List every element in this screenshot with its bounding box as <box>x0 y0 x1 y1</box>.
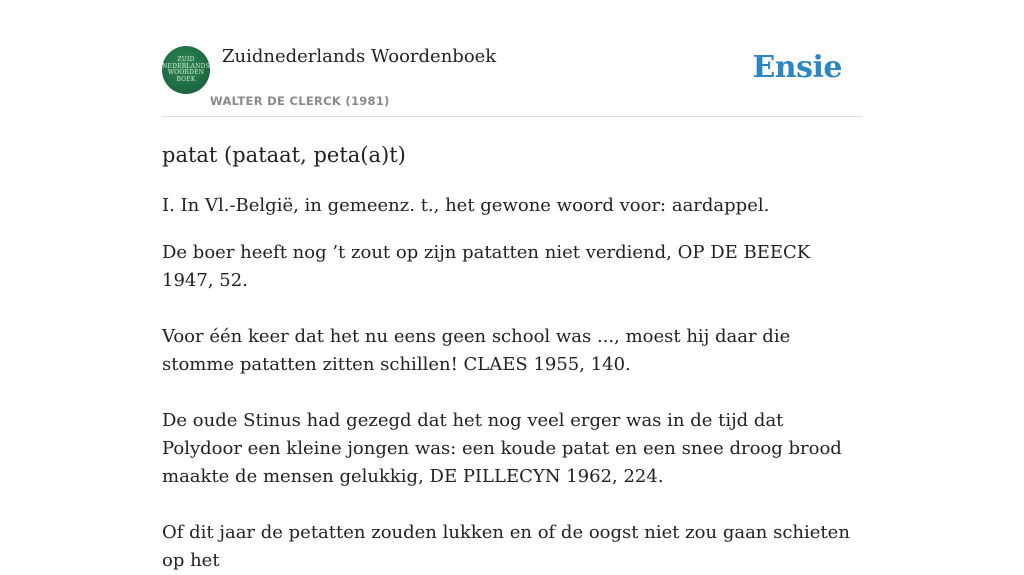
entry-quote: De oude Stinus had gezegd dat het nog veel erger was in de tijd dat Polydoor een kleine jongen was: een koude patat en een snee droog brood maakte de mensen gelukkig, DE PILLECYN 1962, 224. <box>162 410 842 487</box>
book-author: WALTER DE CLERCK (1981) <box>210 94 390 108</box>
logo-line: BOEK <box>176 75 196 83</box>
entry-definition: I. In Vl.-België, in gemeenz. t., het gewone woord voor: aardappel. <box>162 195 770 216</box>
entry-headword: patat (pataat, peta(a)t) <box>162 143 406 167</box>
book-title[interactable]: Zuidnederlands Woordenboek <box>222 46 497 67</box>
logo-line: NEDERLANDS <box>162 62 210 70</box>
book-logo[interactable] <box>162 46 210 94</box>
entry-quote: Of dit jaar de petatten zouden lukken en of de oogst niet zou gaan schieten op het <box>162 522 850 571</box>
entry-content <box>162 136 862 575</box>
brand-logo-link[interactable]: Ensie <box>752 50 842 85</box>
entry-quote: Voor één keer dat het nu eens geen school was ..., moest hij daar die stomme patatten zitten schillen! CLAES 1955, 140. <box>162 326 791 375</box>
logo-line: WOORDEN <box>167 69 205 76</box>
logo-line: ZUID <box>177 56 195 63</box>
site-header <box>162 40 862 117</box>
entry-quote: De boer heeft nog ’t zout op zijn patatten niet verdiend, OP DE BEECK 1947, 52. <box>162 242 811 291</box>
